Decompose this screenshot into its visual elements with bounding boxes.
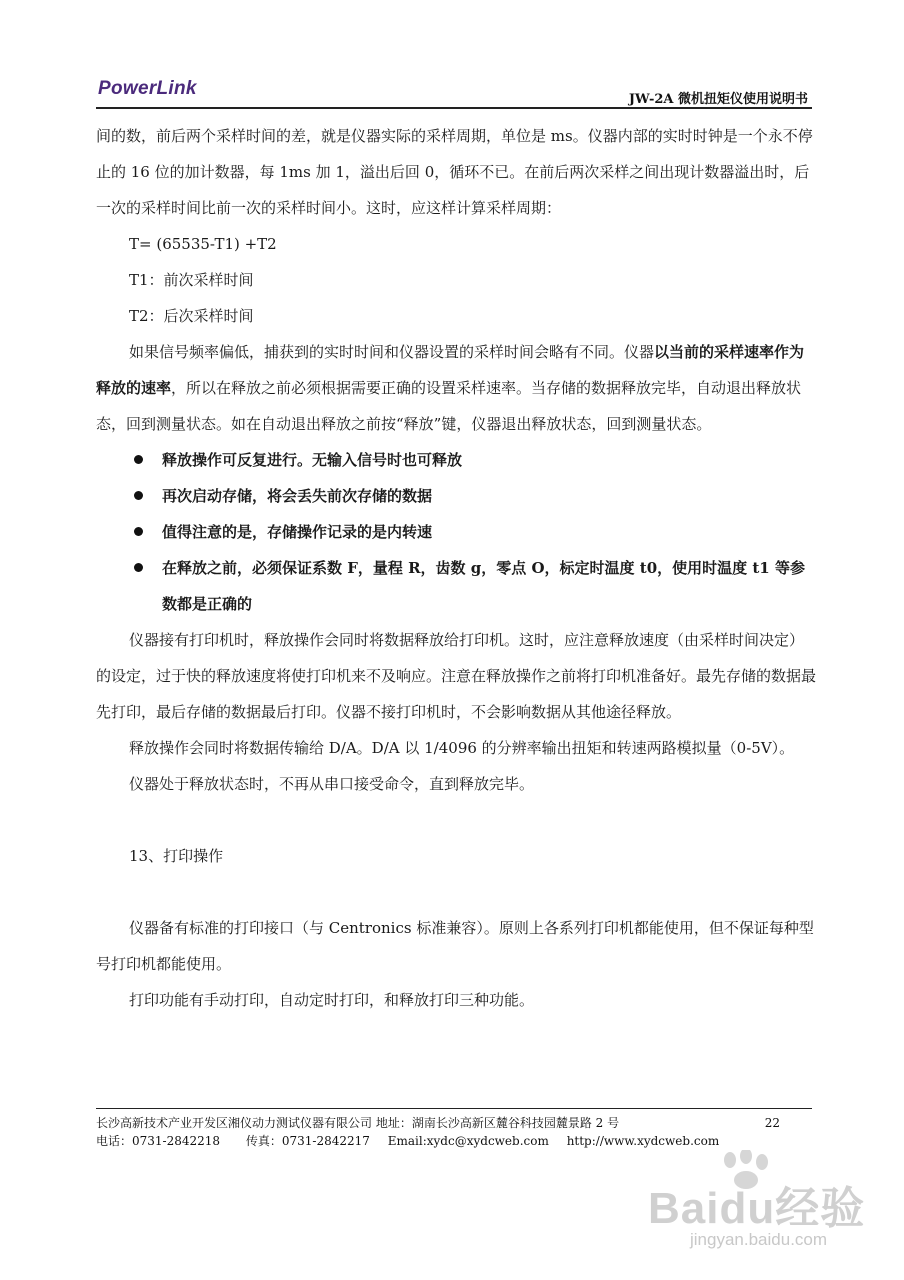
- formula: T= (65535-T1) +T2: [129, 235, 277, 253]
- bullet-icon: [134, 455, 143, 464]
- page-footer: [96, 1114, 812, 1150]
- footer-fax: 传真：0731-2842217: [245, 1134, 370, 1148]
- paragraph-da-output: 释放操作会同时将数据传输给 D/A。D/A 以 1/4096 的分辨率输出扭矩和转速两路模拟量（0-5V）。: [129, 739, 795, 757]
- list-item-text: 在释放之前，必须保证系数 F，量程 R，齿数 g，零点 O，标定时温度 t0，使用时温度 t1 等参数都是正确的: [162, 559, 805, 613]
- bullet-icon: [134, 563, 143, 572]
- bold-emphasis: 以当前的采样速率作为释放的速率: [96, 343, 805, 397]
- header-divider: [96, 107, 812, 109]
- page-body: [96, 118, 816, 1018]
- list-item: [96, 514, 816, 550]
- paragraph-print-interface: 仪器备有标准的打印接口（与 Centronics 标准兼容）。原则上各系列打印机都能使用，但不保证每种型号打印机都能使用。: [96, 919, 814, 973]
- list-item-text: 再次启动存储，将会丢失前次存储的数据: [162, 487, 433, 505]
- baidu-watermark: [640, 1150, 880, 1260]
- spacer: [96, 802, 816, 838]
- list-item: [96, 442, 816, 478]
- list-item-text: 释放操作可反复进行。无输入信号时也可释放: [162, 451, 463, 469]
- text-segment: 如果信号频率偏低，捕获到的实时时间和仪器设置的采样时间会略有不同。仪器: [129, 343, 655, 361]
- section-heading: 13、打印操作: [129, 847, 224, 865]
- footer-row-contact: [96, 1132, 812, 1150]
- paragraph-print-functions: 打印功能有手动打印，自动定时打印，和释放打印三种功能。: [129, 991, 535, 1009]
- footer-address: 地址：湖南长沙高新区麓谷科技园麓景路 2 号: [375, 1116, 620, 1130]
- paragraph-printer: 仪器接有打印机时，释放操作会同时将数据释放给打印机。这时，应注意释放速度（由采样时间决定）的设定，过于快的释放速度将使打印机来不及响应。注意在释放操作之前将打印机准备好。最先存储的数据最先打印，最后存储的数据最后打印。仪器不接打印机时，不会影响数据从其他途径释放。: [96, 631, 817, 721]
- list-item: [96, 478, 816, 514]
- spacer: [96, 874, 816, 910]
- footer-company: 长沙高新技术产业开发区湘仪动力测试仪器有限公司: [96, 1116, 373, 1130]
- definition-t1: T1：前次采样时间: [129, 271, 254, 289]
- text-segment: ，所以在释放之前必须根据需要正确的设置采样速率。当存储的数据释放完毕，自动退出释放状态，回到测量状态。如在自动退出释放之前按“释放”键，仪器退出释放状态，回到测量状态。: [96, 379, 802, 433]
- bullet-icon: [134, 491, 143, 500]
- footer-divider: [96, 1108, 812, 1109]
- list-item: [96, 550, 816, 622]
- list-item-text: 值得注意的是，存储操作记录的是内转速: [162, 523, 433, 541]
- document-title: JW-2A 微机扭矩仪使用说明书: [628, 92, 808, 107]
- watermark-brand: Baidu经验: [648, 1184, 866, 1233]
- watermark-url: jingyan.baidu.com: [690, 1230, 828, 1249]
- definition-t2: T2：后次采样时间: [129, 307, 254, 325]
- paragraph-release-rate: [96, 334, 816, 442]
- company-logo: PowerLink: [98, 78, 197, 99]
- footer-row-company: [96, 1114, 812, 1132]
- bullet-icon: [134, 527, 143, 536]
- footer-phone: 电话：0731-2842218: [96, 1134, 221, 1148]
- page-number: 22: [764, 1116, 780, 1130]
- paragraph-serial: 仪器处于释放状态时，不再从串口接受命令，直到释放完毕。: [129, 775, 535, 793]
- footer-email: Email:xydc@xydcweb.com: [387, 1134, 549, 1148]
- footer-website[interactable]: http://www.xydcweb.com: [566, 1134, 720, 1148]
- paragraph-sampling-period: 间的数，前后两个采样时间的差，就是仪器实际的采样周期，单位是 ms。仪器内部的实时时钟是一个永不停止的 16 位的加计数器，每 1ms 加 1，溢出后回 0，循环不已。在前后两次采样之间出现计数器溢出时，后一次的采样时间比前一次的采样时间小。这时，应这样计算采样周期：: [96, 127, 813, 217]
